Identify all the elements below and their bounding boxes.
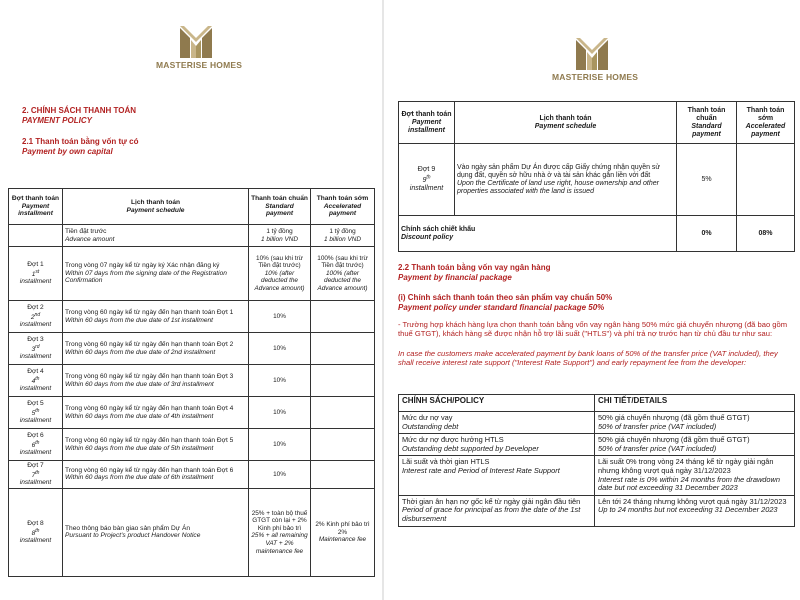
policy-cell: Mức dư nợ được hưởng HTLS Outstanding debt supported by Developer xyxy=(399,434,595,456)
header-standard: Thanh toán chuẩn Standard payment xyxy=(249,189,311,225)
accelerated-cell xyxy=(311,301,375,333)
installment-cell: Đợt 8 8th installment xyxy=(9,488,63,576)
standard-cell: 10% xyxy=(249,333,311,365)
sub-title-en: Payment by own capital xyxy=(22,147,113,156)
detail-cell: 50% giá chuyển nhượng (đã gồm thuế GTGT) 50% of transfer price (VAT included) xyxy=(595,434,795,456)
section-title: 2. CHÍNH SÁCH THANH TOÁN xyxy=(22,106,137,115)
schedule-cell: Trong vòng 60 ngày kể từ ngày đến hạn thanh toán Đợt 3 Within 60 days from the due date of 3rd installment xyxy=(63,365,249,397)
header-accelerated: Thanh toán sớm Accelerated payment xyxy=(311,189,375,225)
standard-cell: 10% xyxy=(249,429,311,461)
table-header-row xyxy=(9,189,375,225)
loan-title: 2.2 Thanh toán bằng vốn vay ngân hàng xyxy=(398,263,551,272)
accelerated-cell: 1 tỷ đồng 1 billion VND xyxy=(311,225,375,247)
header-installment: Đợt thanh toán Payment installment xyxy=(399,102,455,144)
header-details: CHI TIẾT/DETAILS xyxy=(595,395,795,412)
schedule-cell: Tiền đặt trước Advance amount xyxy=(63,225,249,247)
schedule-cell: Trong vòng 60 ngày kể từ ngày đến hạn thanh toán Đợt 6 Within 60 days from the due date of 6th installment xyxy=(63,461,249,489)
standard-cell: 10% xyxy=(249,365,311,397)
accelerated-cell: 2% Kinh phí bảo trì 2% Maintenance fee xyxy=(311,488,375,576)
standard-cell: 10% xyxy=(249,461,311,489)
loan-paragraph-vi: - Trường hợp khách hàng lựa chọn thanh toán bằng vốn vay ngân hàng 50% mức giá chuyển nhượng (đã bao gồm thuế GTGT), khách hàng sẽ được nhận hỗ trợ lãi suất ("HTLS") và phí trả nợ trước hạn từ chủ đầu tư như sau: xyxy=(398,320,788,339)
header-schedule: Lịch thanh toán Payment schedule xyxy=(63,189,249,225)
standard-cell: 5% xyxy=(677,144,737,216)
schedule-cell: Trong vòng 07 ngày kể từ ngày ký Xác nhận đăng ký Within 07 days from the signing date of the Registration Confirmation xyxy=(63,247,249,301)
accelerated-cell xyxy=(311,365,375,397)
masterise-logo xyxy=(552,34,639,82)
header-policy: CHÍNH SÁCH/POLICY xyxy=(399,395,595,412)
detail-row xyxy=(399,495,795,526)
loan-policy-table xyxy=(398,394,795,527)
detail-row xyxy=(399,412,795,434)
installment-cell xyxy=(9,225,63,247)
accelerated-cell xyxy=(311,333,375,365)
accelerated-cell xyxy=(311,461,375,489)
table-row xyxy=(399,144,795,216)
left-page xyxy=(0,0,382,600)
header-accelerated: Thanh toán sớm Accelerated payment xyxy=(737,102,795,144)
schedule-cell: Trong vòng 60 ngày kể từ ngày đến hạn thanh toán Đợt 1 Within 60 days from the due date of 1st installment xyxy=(63,301,249,333)
installment-cell: Đợt 6 6th installment xyxy=(9,429,63,461)
table-row xyxy=(9,461,375,489)
brand-name: MASTERISE HOMES xyxy=(156,60,243,70)
policy-title-en: Payment policy under standard financial package 50% xyxy=(398,303,605,312)
standard-cell: 10% (sau khi trừ Tiền đặt trước) 10% (after deducted the Advance amount) xyxy=(249,247,311,301)
detail-cell: Lãi suất 0% trong vòng 24 tháng kể từ ngày giải ngân nhưng không vượt quá ngày 31/12/2023 Interest rate is 0% within 24 months from the drawdown date but not exceeding 31 December 2023 xyxy=(595,456,795,495)
payment-table-continued xyxy=(398,101,795,252)
policy-title: (i) Chính sách thanh toán theo sản phẩm vay chuẩn 50% xyxy=(398,293,613,302)
accelerated-cell xyxy=(311,397,375,429)
schedule-cell: Trong vòng 60 ngày kể từ ngày đến hạn thanh toán Đợt 5 Within 60 days from the due date of 5th installment xyxy=(63,429,249,461)
detail-row xyxy=(399,456,795,495)
installment-cell: Đợt 4 4th installment xyxy=(9,365,63,397)
table-row xyxy=(9,488,375,576)
installment-cell: Đợt 9 9th installment xyxy=(399,144,455,216)
table-row xyxy=(9,247,375,301)
table-row xyxy=(9,301,375,333)
table-row xyxy=(9,429,375,461)
schedule-cell: Trong vòng 60 ngày kể từ ngày đến hạn thanh toán Đợt 4 Within 60 days from the due date of 4th installment xyxy=(63,397,249,429)
masterise-logo-icon xyxy=(178,22,214,58)
policy-cell: Lãi suất và thời gian HTLS Interest rate and Period of Interest Rate Support xyxy=(399,456,595,495)
detail-cell: 50% giá chuyển nhượng (đã gồm thuế GTGT) 50% of transfer price (VAT included) xyxy=(595,412,795,434)
standard-cell: 10% xyxy=(249,301,311,333)
schedule-cell: Trong vòng 60 ngày kể từ ngày đến hạn thanh toán Đợt 2 Within 60 days from the due date of 2nd installment xyxy=(63,333,249,365)
table-body xyxy=(9,225,375,577)
accelerated-cell xyxy=(737,144,795,216)
masterise-logo xyxy=(156,22,243,70)
table-row xyxy=(9,397,375,429)
masterise-logo-icon xyxy=(574,34,610,70)
brand-name: MASTERISE HOMES xyxy=(552,72,639,82)
right-page xyxy=(384,0,800,600)
installment-cell: Đợt 5 5th installment xyxy=(9,397,63,429)
accelerated-cell xyxy=(311,429,375,461)
discount-standard-cell: 0% xyxy=(677,216,737,252)
standard-cell: 1 tỷ đồng 1 billion VND xyxy=(249,225,311,247)
detail-cell: Lên tới 24 tháng nhưng không vượt quá ngày 31/12/2023 Up to 24 months but not exceeding 31 December 2023 xyxy=(595,495,795,526)
schedule-cell: Theo thông báo bàn giao sản phẩm Dự Án Pursuant to Project's product Handover Notice xyxy=(63,488,249,576)
accelerated-cell: 100% (sau khi trừ Tiền đặt trước) 100% (after deducted the Advance amount) xyxy=(311,247,375,301)
standard-cell: 10% xyxy=(249,397,311,429)
policy-cell: Mức dư nợ vay Outstanding debt xyxy=(399,412,595,434)
section-title-en: PAYMENT POLICY xyxy=(22,116,92,125)
sub-title: 2.1 Thanh toán bằng vốn tự có xyxy=(22,137,139,146)
discount-row xyxy=(399,216,795,252)
table-row xyxy=(9,365,375,397)
installment-cell: Đợt 7 7th installment xyxy=(9,461,63,489)
discount-label-cell: Chính sách chiết khấu Discount policy xyxy=(399,216,677,252)
discount-accelerated-cell: 08% xyxy=(737,216,795,252)
loan-title-en: Payment by financial package xyxy=(398,273,512,282)
table-row xyxy=(9,333,375,365)
header-standard: Thanh toán chuẩn Standard payment xyxy=(677,102,737,144)
installment-cell: Đợt 2 2nd installment xyxy=(9,301,63,333)
policy-cell: Thời gian ân hạn nợ gốc kể từ ngày giải ngân đầu tiên Period of grace for principal as from the date of the 1st disbursement xyxy=(399,495,595,526)
detail-body xyxy=(399,412,795,527)
payment-table-own-capital xyxy=(8,188,375,577)
schedule-cell: Vào ngày sản phẩm Dự Án được cấp Giấy chứng nhận quyền sử dụng đất, quyền sở hữu nhà ở và tài sản khác gắn liền với đất Upon the Certificate of land use right, house ownership and other properties associated with the land is issued xyxy=(455,144,677,216)
table-header-row xyxy=(399,102,795,144)
standard-cell: 25% + toàn bộ thuế GTGT còn lại + 2% Kinh phí bảo trì 25% + all remaining VAT + 2% maintenance fee xyxy=(249,488,311,576)
installment-cell: Đợt 1 1st installment xyxy=(9,247,63,301)
header-schedule: Lịch thanh toán Payment schedule xyxy=(455,102,677,144)
detail-header-row xyxy=(399,395,795,412)
table-row xyxy=(9,225,375,247)
loan-paragraph-en: In case the customers make accelerated payment by bank loans of 50% of the transfer price (VAT included), they shall receive interest rate support ("Interest Rate Support") and early repayment fee from the developer: xyxy=(398,349,778,368)
header-installment: Đợt thanh toán Payment installment xyxy=(9,189,63,225)
installment-cell: Đợt 3 3rd installment xyxy=(9,333,63,365)
detail-row xyxy=(399,434,795,456)
